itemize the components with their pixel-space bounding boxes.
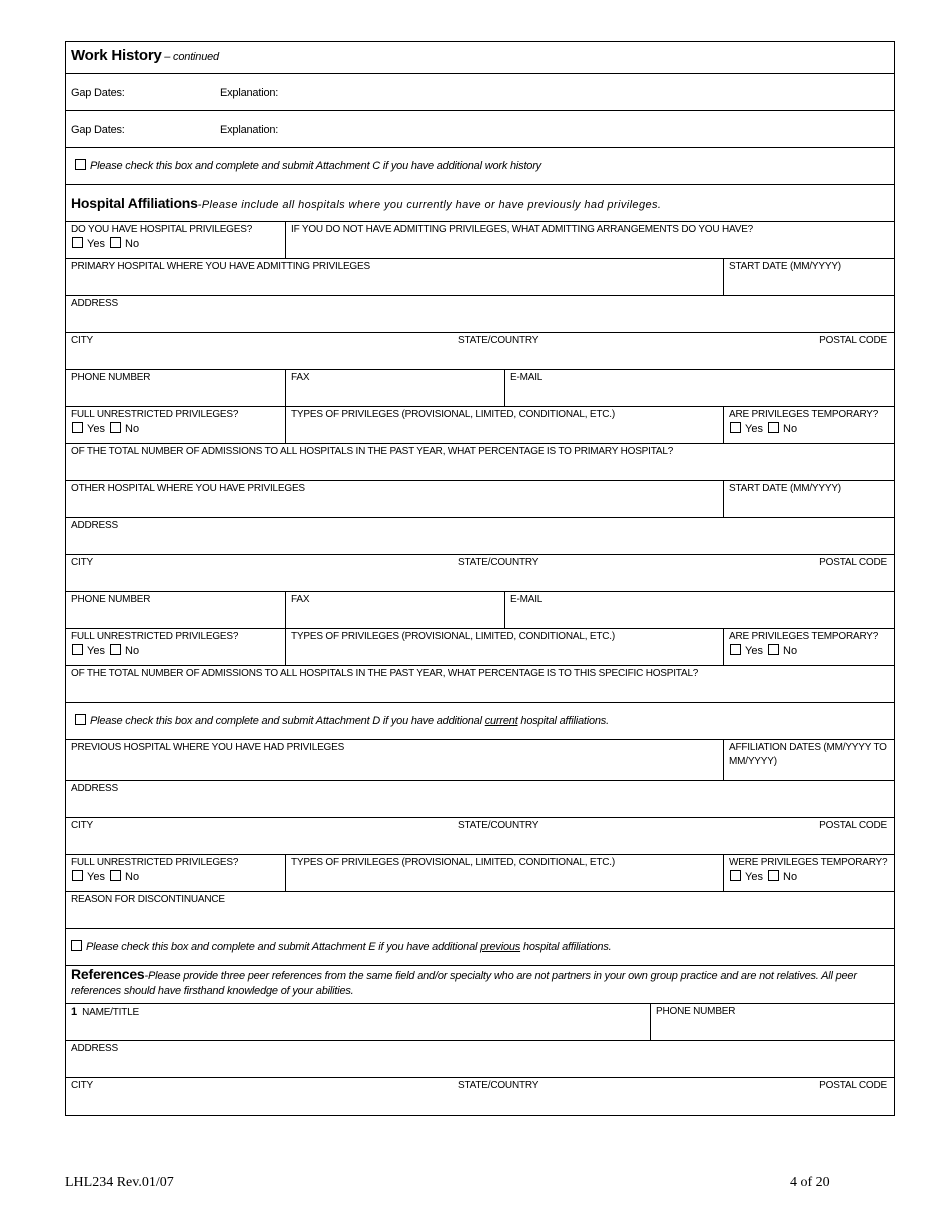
references-subtitle: -Please provide three peer references from the same field and/or specialty who are not partners in your own group practice and are not relatives. All peer references should have firsthand knowledge of your abilities. xyxy=(71,970,857,997)
pct-primary-field[interactable] xyxy=(66,444,894,481)
primary-privileges-row xyxy=(66,407,894,444)
other-hospital-label: OTHER HOSPITAL WHERE YOU HAVE PRIVILEGES xyxy=(71,483,305,494)
form-page xyxy=(65,41,895,1116)
previous-hospital-field[interactable] xyxy=(66,740,723,780)
city-label: CITY xyxy=(71,1080,93,1091)
temporary-no-checkbox[interactable] xyxy=(768,644,779,655)
address-label: ADDRESS xyxy=(71,520,118,531)
previous-hospital-row xyxy=(66,740,894,781)
primary-hospital-label: PRIMARY HOSPITAL WHERE YOU HAVE ADMITTING PRIVILEGES xyxy=(71,261,370,272)
types-privileges-label: TYPES OF PRIVILEGES (PROVISIONAL, LIMITED, CONDITIONAL, ETC.) xyxy=(291,857,615,868)
affiliation-dates-field[interactable] xyxy=(723,740,896,780)
yes-label: Yes xyxy=(745,423,763,435)
previous-city-row[interactable] xyxy=(66,818,894,855)
attachment-d-emphasis: current xyxy=(484,715,518,727)
reference-number: 1 xyxy=(71,1006,77,1018)
attachment-c-row xyxy=(66,148,894,185)
temporary-label: ARE PRIVILEGES TEMPORARY? xyxy=(729,409,879,420)
unrestricted-yes-checkbox[interactable] xyxy=(72,644,83,655)
temporary-yes-checkbox[interactable] xyxy=(730,644,741,655)
start-date-label: START DATE (MM/YYYY) xyxy=(729,483,841,494)
attachment-e-note: Please check this box and complete and submit Attachment E if you have additional xyxy=(86,941,478,953)
pct-specific-label: OF THE TOTAL NUMBER OF ADMISSIONS TO ALL HOSPITALS IN THE PAST YEAR, WHAT PERCENTAGE IS TO THIS SPECIFIC HOSPITAL? xyxy=(71,668,699,679)
state-country-label: STATE/COUNTRY xyxy=(458,820,539,831)
no-label: No xyxy=(125,645,140,657)
reference-phone-field[interactable] xyxy=(650,1004,896,1040)
attachment-d-note-end: hospital affiliations. xyxy=(520,715,609,727)
full-unrestricted-cell xyxy=(66,629,285,665)
unrestricted-no-checkbox[interactable] xyxy=(110,422,121,433)
temporary-no-checkbox[interactable] xyxy=(768,422,779,433)
email-label: E-MAIL xyxy=(510,594,543,605)
email-field[interactable] xyxy=(504,370,896,406)
yes-label: Yes xyxy=(87,871,105,883)
primary-city-row[interactable] xyxy=(66,333,894,370)
other-privileges-row xyxy=(66,629,894,666)
attachment-e-note-end: hospital affiliations. xyxy=(522,941,612,953)
unrestricted-yes-checkbox[interactable] xyxy=(72,870,83,881)
privileges-yes-checkbox[interactable] xyxy=(72,237,83,248)
yes-label: Yes xyxy=(87,238,105,250)
primary-hospital-row xyxy=(66,259,894,296)
other-start-date-field[interactable] xyxy=(723,481,896,517)
yes-label: Yes xyxy=(87,423,105,435)
reference-city-row[interactable] xyxy=(66,1078,894,1115)
arrangements-field[interactable] xyxy=(285,222,896,258)
attachment-e-emphasis: previous xyxy=(480,941,521,953)
unrestricted-no-checkbox[interactable] xyxy=(110,644,121,655)
state-country-label: STATE/COUNTRY xyxy=(458,1080,539,1091)
reason-discontinuance-field[interactable] xyxy=(66,892,894,929)
no-label: No xyxy=(783,871,798,883)
no-label: No xyxy=(125,423,140,435)
hospital-subtitle: -Please include all hospitals where you currently have or have previously had privileges. xyxy=(197,199,662,211)
state-country-label: STATE/COUNTRY xyxy=(458,557,539,568)
previous-privileges-row xyxy=(66,855,894,892)
phone-field[interactable] xyxy=(66,370,285,406)
types-privileges-label: TYPES OF PRIVILEGES (PROVISIONAL, LIMITED, CONDITIONAL, ETC.) xyxy=(291,409,615,420)
address-label: ADDRESS xyxy=(71,298,118,309)
reference-phone-label: PHONE NUMBER xyxy=(656,1006,736,1017)
hospital-title: Hospital Affiliations xyxy=(71,195,198,211)
email-label: E-MAIL xyxy=(510,372,543,383)
full-unrestricted-label: FULL UNRESTRICTED PRIVILEGES? xyxy=(71,409,239,420)
other-address-field[interactable] xyxy=(66,518,894,555)
city-label: CITY xyxy=(71,820,93,831)
references-header xyxy=(66,966,894,1004)
previous-address-field[interactable] xyxy=(66,781,894,818)
full-unrestricted-cell xyxy=(66,407,285,443)
reference-address-field[interactable] xyxy=(66,1041,894,1078)
temporary-yes-checkbox[interactable] xyxy=(730,422,741,433)
reference-name-field[interactable] xyxy=(66,1004,650,1040)
other-hospital-field[interactable] xyxy=(66,481,723,517)
attachment-e-row xyxy=(66,929,894,966)
types-privileges-label: TYPES OF PRIVILEGES (PROVISIONAL, LIMITED, CONDITIONAL, ETC.) xyxy=(291,631,615,642)
temporary-cell xyxy=(723,407,896,443)
arrangements-question: IF YOU DO NOT HAVE ADMITTING PRIVILEGES, WHAT ADMITTING ARRANGEMENTS DO YOU HAVE? xyxy=(291,224,754,235)
city-label: CITY xyxy=(71,335,93,346)
postal-code-label: POSTAL CODE xyxy=(819,1080,887,1091)
explanation-label: Explanation: xyxy=(220,124,279,136)
reason-label: REASON FOR DISCONTINUANCE xyxy=(71,894,225,905)
no-label: No xyxy=(125,238,140,250)
full-unrestricted-cell xyxy=(66,855,285,891)
gap-dates-label: Gap Dates: xyxy=(71,87,125,99)
no-label: No xyxy=(125,871,140,883)
gap-dates-row-1[interactable] xyxy=(66,74,894,111)
start-date-label: START DATE (MM/YYYY) xyxy=(729,261,841,272)
fax-label: FAX xyxy=(291,372,310,383)
yes-label: Yes xyxy=(87,645,105,657)
temporary-cell xyxy=(723,629,896,665)
work-history-header xyxy=(66,42,894,74)
full-unrestricted-label: FULL UNRESTRICTED PRIVILEGES? xyxy=(71,857,239,868)
previous-hospital-label: PREVIOUS HOSPITAL WHERE YOU HAVE HAD PRIVILEGES xyxy=(71,742,345,753)
gap-dates-row-2[interactable] xyxy=(66,111,894,148)
primary-contact-row xyxy=(66,370,894,407)
temporary-label: ARE PRIVILEGES TEMPORARY? xyxy=(729,631,879,642)
privileges-question-row xyxy=(66,222,894,259)
attachment-d-row xyxy=(66,703,894,740)
hospital-header xyxy=(66,185,894,222)
types-privileges-field[interactable] xyxy=(285,407,723,443)
state-country-label: STATE/COUNTRY xyxy=(458,335,539,346)
types-privileges-field[interactable] xyxy=(285,629,723,665)
work-history-subtitle: – continued xyxy=(164,51,219,63)
attachment-c-note: Please check this box and complete and submit Attachment C if you have additional work history xyxy=(90,160,541,172)
privileges-question: DO YOU HAVE HOSPITAL PRIVILEGES? xyxy=(71,224,253,235)
unrestricted-no-checkbox[interactable] xyxy=(110,870,121,881)
attachment-d-checkbox[interactable] xyxy=(75,714,86,725)
privileges-no-checkbox[interactable] xyxy=(110,237,121,248)
address-label: ADDRESS xyxy=(71,783,118,794)
postal-code-label: POSTAL CODE xyxy=(819,820,887,831)
fax-field[interactable] xyxy=(285,592,504,628)
attachment-e-checkbox[interactable] xyxy=(71,940,82,951)
postal-code-label: POSTAL CODE xyxy=(819,557,887,568)
phone-label: PHONE NUMBER xyxy=(71,372,151,383)
postal-code-label: POSTAL CODE xyxy=(819,335,887,346)
city-label: CITY xyxy=(71,557,93,568)
full-unrestricted-label: FULL UNRESTRICTED PRIVILEGES? xyxy=(71,631,239,642)
were-temporary-no-checkbox[interactable] xyxy=(768,870,779,881)
email-field[interactable] xyxy=(504,592,896,628)
phone-label: PHONE NUMBER xyxy=(71,594,151,605)
no-label: No xyxy=(783,423,798,435)
gap-dates-label: Gap Dates: xyxy=(71,124,125,136)
other-contact-row xyxy=(66,592,894,629)
other-city-row[interactable] xyxy=(66,555,894,592)
types-privileges-field[interactable] xyxy=(285,855,723,891)
pct-primary-label: OF THE TOTAL NUMBER OF ADMISSIONS TO ALL HOSPITALS IN THE PAST YEAR, WHAT PERCENTAGE IS TO PRIMARY HOSPITAL? xyxy=(71,446,674,457)
fax-label: FAX xyxy=(291,594,310,605)
were-temporary-cell xyxy=(723,855,896,891)
were-temporary-label: WERE PRIVILEGES TEMPORARY? xyxy=(729,857,888,868)
attachment-d-note: Please check this box and complete and submit Attachment D if you have additional xyxy=(90,715,482,727)
affiliation-dates-label: AFFILIATION DATES (MM/YYYY TO MM/YYYY) xyxy=(729,742,887,767)
yes-label: Yes xyxy=(745,871,763,883)
form-id: LHL234 Rev.01/07 xyxy=(65,1175,174,1190)
other-hospital-row xyxy=(66,481,894,518)
no-label: No xyxy=(783,645,798,657)
were-temporary-yes-checkbox[interactable] xyxy=(730,870,741,881)
yes-label: Yes xyxy=(745,645,763,657)
phone-field[interactable] xyxy=(66,592,285,628)
references-title: References xyxy=(71,966,145,982)
address-label: ADDRESS xyxy=(71,1043,118,1054)
page-number: 4 of 20 xyxy=(790,1175,830,1190)
attachment-c-checkbox[interactable] xyxy=(75,159,86,170)
primary-start-date-field[interactable] xyxy=(723,259,896,295)
fax-field[interactable] xyxy=(285,370,504,406)
explanation-label: Explanation: xyxy=(220,87,279,99)
primary-hospital-field[interactable] xyxy=(66,259,723,295)
pct-specific-field[interactable] xyxy=(66,666,894,703)
work-history-title: Work History xyxy=(71,47,162,64)
reference-1-row xyxy=(66,1004,894,1041)
unrestricted-yes-checkbox[interactable] xyxy=(72,422,83,433)
name-title-label: NAME/TITLE xyxy=(82,1007,139,1018)
primary-address-field[interactable] xyxy=(66,296,894,333)
